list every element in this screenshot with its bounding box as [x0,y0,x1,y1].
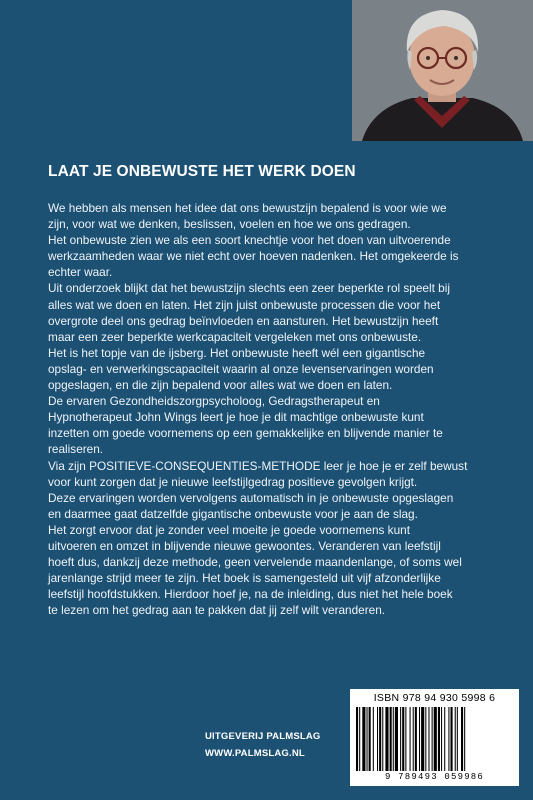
barcode-bar [461,707,463,771]
barcode-bar [432,707,433,771]
description-line: te lezen om het gedrag aan te pakken dat jij zelf wilt veranderen. [48,603,386,618]
description-line: werkzaamheden waar we niet echt over hoeven nadenken. Het omgekeerde is [48,249,459,264]
barcode-bar [444,707,445,771]
description-line: Deze ervaringen worden vervolgens automatisch in je onbewuste opgeslagen [48,490,454,505]
barcode-bar [373,707,374,771]
description-line: inzetten om goede voornemens op een gemakkelijke en blijvende manier te [48,426,443,441]
description-line: Hypnotherapeut John Wings leert je hoe je dit machtige onbewuste kunt [48,410,424,425]
barcode-bar [379,707,381,771]
description-line: opslag- en verwerkingscapaciteit waarin al onze levenservaringen worden [48,361,434,376]
barcode-bar [425,707,426,771]
description-line: en daarmee gaat datzelfde gigantische onbewuste voor je aan de slag. [48,506,418,521]
author-photo [352,0,533,141]
barcode-bar [464,707,465,771]
description-line: We hebben als mensen het idee dat ons bewustzijn bepalend is voor wie we [48,201,447,215]
description-line: opgeslagen, en die zijn bepalend voor alles wat we doen en laten. [48,378,393,393]
description-line: De ervaren Gezondheidszorgpsycholoog, Gedragstherapeut en [48,394,380,409]
publisher-name: UITGEVERIJ PALMSLAG [205,731,321,742]
description-line: Uit onderzoek blijkt dat het bewustzijn slechts een zeer beperkte rol speelt bij [48,281,450,296]
description-line: Het onbewuste zien we als een soort knechtje voor het doen van uitvoerende [48,233,451,248]
description-line: uitvoeren en omzet in blijvende nieuwe gewoontes. Veranderen van leefstijl [48,538,441,553]
barcode-bar [377,707,378,771]
barcode-bar [359,707,360,771]
barcode-bar [405,707,406,771]
description-line: Via zijn POSITIEVE-CONSEQUENTIES-METHODE leer je hoe je er zelf bewust [48,458,468,473]
description-line: realiseren. [48,442,104,457]
barcode-bar [395,707,398,771]
description-line: leefstijl hoofdstukken. Hierdoor hoef je, na de inleiding, dus niet het hele boek [48,587,453,602]
barcode-bar [400,707,401,771]
description-line: echter waar. [48,265,113,280]
description-line: alles wat we doen en laten. Het zijn juist onbewuste processen die voor het [48,297,441,312]
description-line: maar een zeer beperkte werkcapaciteit vergeleken met ons onbewuste. [48,329,422,344]
description-line: jarenlange strijd meer te zijn. Het boek is samengesteld uit vijf afzonderlijke [48,571,441,586]
description-line: Het is het topje van de ijsberg. Het onbewuste heeft wél een gigantische [48,345,426,360]
publisher-website: WWW.PALMSLAG.NL [205,748,305,759]
barcode-bar [438,707,440,771]
description-line: Het zorgt ervoor dat je zonder veel moeite je goede voornemens kunt [48,522,410,537]
barcode-digits: 9 789493 059986 [384,772,484,782]
book-title: LAAT JE ONBEWUSTE HET WERK DOEN [48,163,356,180]
barcode-bar [382,707,383,771]
barcode-bar [356,707,358,771]
description-line: zijn, voor wat we denken, beslissen, voelen en hoe we ons gedragen. [48,217,411,232]
barcode-bar [413,707,414,771]
description-line: voor kunt zorgen dat je nieuwe leefstijlgedrag positieve gevolgen krijgt. [48,474,418,489]
barcode-bar [428,707,429,771]
barcode-bar [434,707,437,771]
barcode-bar [441,707,442,771]
barcode-bar [393,707,394,771]
barcode-bar [455,707,456,771]
isbn-barcode [350,689,519,786]
barcode-bar [415,707,417,771]
publisher-block [205,728,321,762]
barcode-bar [385,707,388,771]
description-line: overgrote deel ons gedrag beïnvloeden en aansturen. Het bewustzijn heeft [48,313,439,328]
barcode-bar [421,707,424,771]
barcode-bars [356,707,513,771]
isbn-label: ISBN 978 94 930 5998 6 [373,692,496,704]
barcode-bar [362,707,365,771]
barcode-bar [390,707,392,771]
barcode-bar [410,707,411,771]
barcode-bar [451,707,453,771]
barcode-bar [457,707,458,771]
barcode-bar [402,707,404,771]
barcode-bar [367,707,368,771]
barcode-bar [369,707,371,771]
back-cover-description [48,200,488,618]
barcode-bar [448,707,449,771]
description-line: hoeft dus, dankzij deze methode, geen vervelende maandenlange, of soms wel [48,555,462,570]
barcode-bar [419,707,420,771]
